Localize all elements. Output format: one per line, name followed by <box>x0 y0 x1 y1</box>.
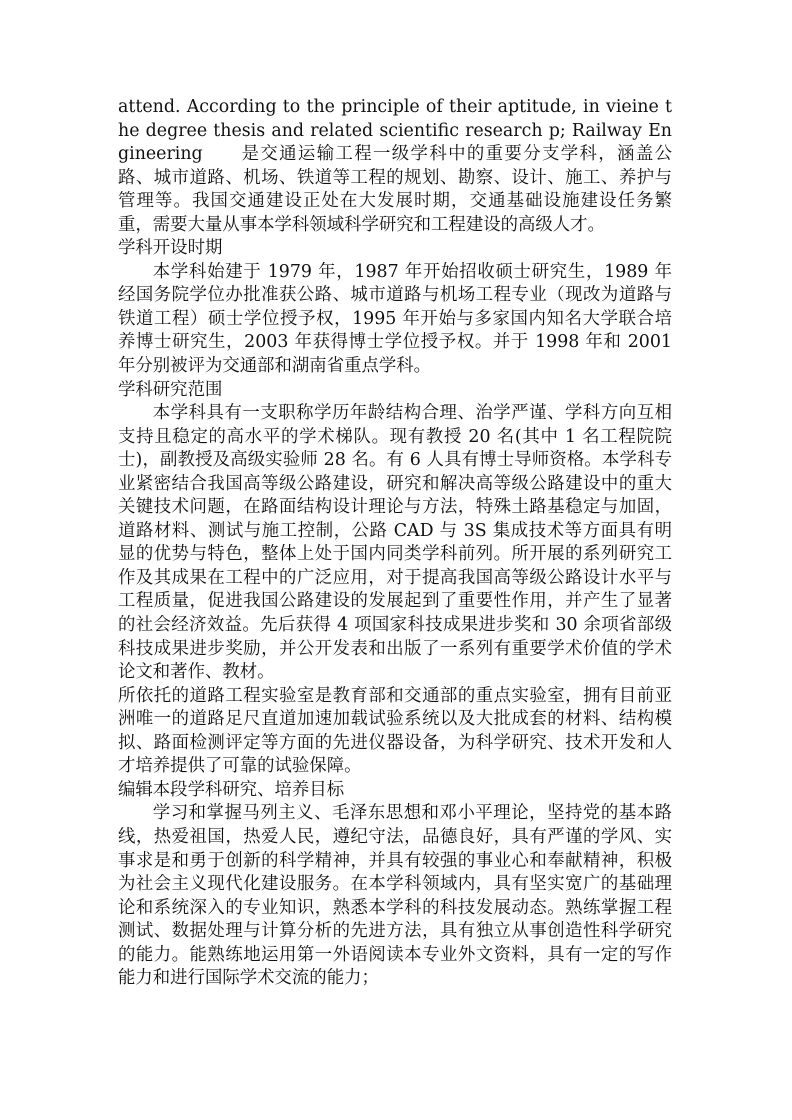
founding-paragraph: 本学科始建于 1979 年，1987 年开始招收硕士研究生，1989 年经国务院学位办批准获公路、城市道路与机场工程专业（现改为道路与铁道工程）硕士学位授予权，1995 年开始与多家国内知名大学联合培养博士研究生，2003 年获得博士学位授予权。并于 1998 年和 2001 年分别被评为交通部和湖南省重点学科。 <box>118 261 672 377</box>
training-goals-paragraph: 学习和掌握马列主义、毛泽东思想和邓小平理论，坚持党的基本路线，热爱祖国，热爱人民，遵纪守法，品德良好，具有严谨的学风、实事求是和勇于创新的科学精神，并具有较强的事业心和奉献精神，积极为社会主义现代化建设服务。在本学科领域内，具有坚实宽广的基础理论和系统深入的专业知识，熟悉本学科的科技发展动态。熟练掌握工程测试、数据处理与计算分析的先进方法，具有独立从事创造性科学研究的能力。能熟练地运用第一外语阅读本专业外文资料，具有一定的写作能力和进行国际学术交流的能力； <box>118 803 672 989</box>
laboratory-paragraph: 所依托的道路工程实验室是教育部和交通部的重点实验室，拥有目前亚洲唯一的道路足尺直道加速加载试验系统以及大批成套的材料、结构模拟、路面检测评定等方面的先进仪器设备，为科学研究、技术开发和人才培养提供了可靠的试验保障。 <box>118 685 672 777</box>
research-scope-paragraph: 本学科具有一支职称学历年龄结构合理、治学严谨、学科方向互相支持且稳定的高水平的学术梯队。现有教授 20 名(其中 1 名工程院院士)，副教授及高级实验师 28 名。有 6 人具有博士导师资格。本学科专业紧密结合我国高等级公路建设，研究和解决高等级公路建设中的重大关键技术问题，在路面结构设计理论与方法，特殊土路基稳定与加固，道路材料、测试与施工控制，公路 CAD 与 3S 集成技术等方面具有明显的优势与特色，整体上处于国内同类学科前列。所开展的系列研究工作及其成果在工程中的广泛应用，对于提高我国高等级公路设计水平与工程质量，促进我国公路建设的发展起到了重要性作用，并产生了显著的社会经济效益。先后获得 4 项国家科技成果进步奖和 30 余项省部级科技成果进步奖励，并公开发表和出版了一系列有重要学术价值的学术论文和著作、教材。 <box>118 403 672 683</box>
document-page <box>118 96 672 991</box>
section-heading-training-goals: 编辑本段学科研究、培养目标 <box>118 779 345 800</box>
section-heading-research-scope: 学科研究范围 <box>118 379 223 400</box>
intro-paragraph: attend. According to the principle of their aptitude, in vieine the degree thesis and related scientific research p; Railway Engineering 是交通运输工程一级学科中的重要分支学科，涵盖公路、城市道路、机场、铁道等工程的规划、勘察、设计、施工、养护与管理等。我国交通建设正处在大发展时期，交通基础设施建设任务繁重，需要大量从事本学科领域科学研究和工程建设的高级人才。 <box>118 97 672 235</box>
section-heading-founding: 学科开设时期 <box>118 238 223 259</box>
